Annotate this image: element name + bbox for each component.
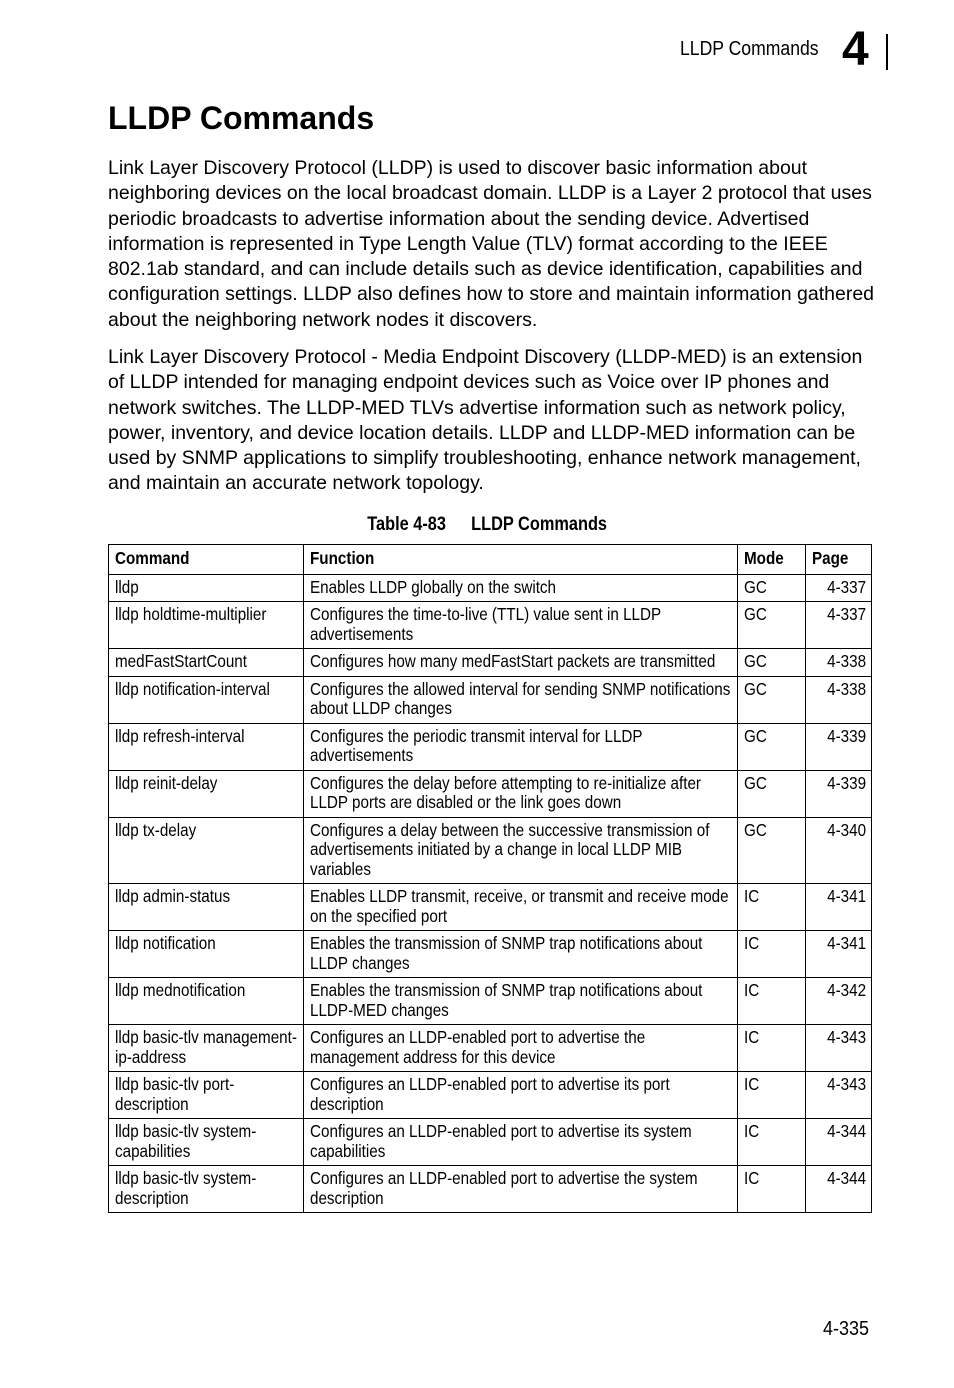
table-row [109, 1025, 872, 1072]
mode-cell: IC [738, 1025, 806, 1072]
command-cell: lldp basic-tlv management-ip-address [109, 1025, 304, 1072]
function-cell: Configures a delay between the successive transmission of advertisements initiated by a change in local LLDP MIB variables [304, 817, 738, 884]
function-cell: Enables LLDP globally on the switch [304, 574, 738, 602]
function-cell: Configures an LLDP-enabled port to advertise its port description [304, 1072, 738, 1119]
mode-cell: IC [738, 931, 806, 978]
page-cell: 4-337 [806, 574, 872, 602]
table-row [109, 770, 872, 817]
mode-cell: IC [738, 1166, 806, 1213]
table-caption-label: Table 4-83 [367, 514, 446, 535]
function-cell: Configures the time-to-live (TTL) value sent in LLDP advertisements [304, 602, 738, 649]
command-cell: lldp [109, 574, 304, 602]
mode-cell: GC [738, 723, 806, 770]
page-title: LLDP Commands [108, 100, 375, 136]
command-cell: lldp notification [109, 931, 304, 978]
function-cell: Configures an LLDP-enabled port to advertise the system description [304, 1166, 738, 1213]
table-row [109, 1119, 872, 1166]
running-header: LLDP Commands [680, 38, 819, 60]
mode-cell: GC [738, 676, 806, 723]
function-cell: Configures an LLDP-enabled port to advertise the management address for this device [304, 1025, 738, 1072]
page-cell: 4-343 [806, 1025, 872, 1072]
mode-cell: GC [738, 574, 806, 602]
column-header-command: Command [109, 545, 304, 575]
command-cell: lldp notification-interval [109, 676, 304, 723]
page-cell: 4-344 [806, 1166, 872, 1213]
column-header-mode: Mode [738, 545, 806, 575]
page-cell: 4-343 [806, 1072, 872, 1119]
mode-cell: IC [738, 884, 806, 931]
page-cell: 4-342 [806, 978, 872, 1025]
lldp-med-paragraph: Link Layer Discovery Protocol - Media Endpoint Discovery (LLDP-MED) is an extension of LLDP intended for managing endpoint devices such as Voice over IP phones and network switches. The LLDP-MED TLVs advertise information such as network policy, power, inventory, and device location details. LLDP and LLDP-MED information can be used by SNMP applications to simplify troubleshooting, enhance network management, and maintain an accurate network topology. [108, 346, 863, 495]
function-cell: Configures the allowed interval for sending SNMP notifications about LLDP changes [304, 676, 738, 723]
table-row [109, 602, 872, 649]
command-cell: lldp basic-tlv system-capabilities [109, 1119, 304, 1166]
command-cell: medFastStartCount [109, 649, 304, 677]
page-cell: 4-337 [806, 602, 872, 649]
table-header-row [109, 545, 872, 575]
table-row [109, 574, 872, 602]
command-cell: lldp admin-status [109, 884, 304, 931]
table-body [109, 574, 872, 1213]
chapter-number: 4 [842, 23, 869, 76]
table-row [109, 817, 872, 884]
page-cell: 4-339 [806, 723, 872, 770]
table-row [109, 649, 872, 677]
table-row [109, 931, 872, 978]
table-caption-title: LLDP Commands [471, 514, 608, 535]
function-cell: Configures the delay before attempting to re-initialize after LLDP ports are disabled or the link goes down [304, 770, 738, 817]
page-cell: 4-338 [806, 649, 872, 677]
command-cell: lldp tx-delay [109, 817, 304, 884]
page-cell: 4-344 [806, 1119, 872, 1166]
table-row [109, 676, 872, 723]
page-cell: 4-339 [806, 770, 872, 817]
function-cell: Configures an LLDP-enabled port to advertise its system capabilities [304, 1119, 738, 1166]
page-cell: 4-341 [806, 884, 872, 931]
function-cell: Enables LLDP transmit, receive, or transmit and receive mode on the specified port [304, 884, 738, 931]
table-row [109, 978, 872, 1025]
page-cell: 4-340 [806, 817, 872, 884]
function-cell: Configures how many medFastStart packets are transmitted [304, 649, 738, 677]
lldp-commands-table [108, 544, 872, 1213]
mode-cell: IC [738, 1119, 806, 1166]
table-row [109, 723, 872, 770]
page-number: 4-335 [823, 1318, 870, 1340]
function-cell: Configures the periodic transmit interval for LLDP advertisements [304, 723, 738, 770]
command-cell: lldp holdtime-multiplier [109, 602, 304, 649]
table-row [109, 1166, 872, 1213]
function-cell: Enables the transmission of SNMP trap notifications about LLDP changes [304, 931, 738, 978]
intro-paragraph: Link Layer Discovery Protocol (LLDP) is used to discover basic information about neighboring devices on the local broadcast domain. LLDP is a Layer 2 protocol that uses periodic broadcasts to advertise information about the sending device. Advertised information is represented in Type Length Value (TLV) format according to the IEEE 802.1ab standard, and can include details such as device identification, capabilities and configuration settings. LLDP also defines how to store and maintain information gathered about the neighboring network nodes it discovers. [108, 157, 875, 331]
mode-cell: GC [738, 649, 806, 677]
mode-cell: IC [738, 1072, 806, 1119]
table-caption [68, 514, 906, 536]
mode-cell: GC [738, 817, 806, 884]
command-cell: lldp basic-tlv port-description [109, 1072, 304, 1119]
column-header-page: Page [806, 545, 872, 575]
page-cell: 4-341 [806, 931, 872, 978]
chapter-divider [886, 34, 888, 70]
table-row [109, 884, 872, 931]
command-cell: lldp mednotification [109, 978, 304, 1025]
mode-cell: IC [738, 978, 806, 1025]
mode-cell: GC [738, 602, 806, 649]
table-row [109, 1072, 872, 1119]
command-cell: lldp refresh-interval [109, 723, 304, 770]
command-cell: lldp basic-tlv system-description [109, 1166, 304, 1213]
mode-cell: GC [738, 770, 806, 817]
column-header-function: Function [304, 545, 738, 575]
page-cell: 4-338 [806, 676, 872, 723]
function-cell: Enables the transmission of SNMP trap notifications about LLDP-MED changes [304, 978, 738, 1025]
command-cell: lldp reinit-delay [109, 770, 304, 817]
